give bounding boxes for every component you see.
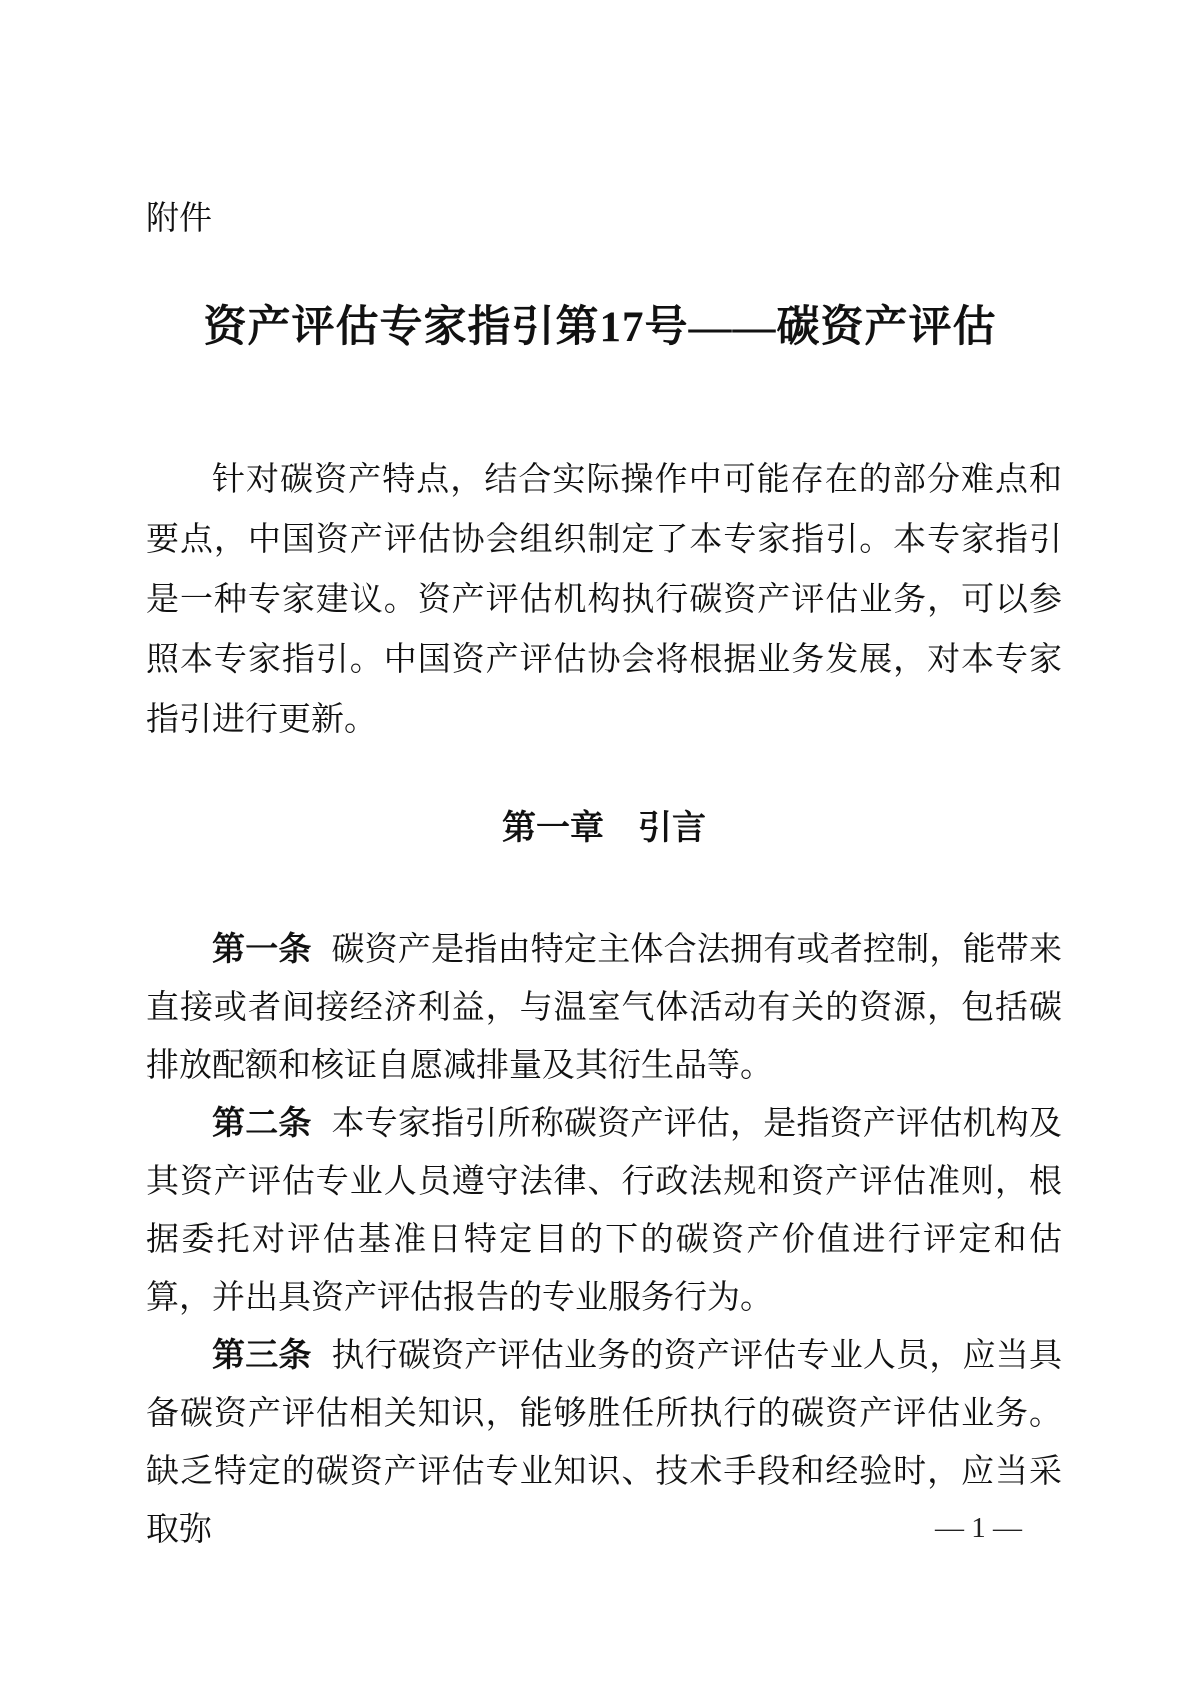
article-3 — [146, 1327, 1062, 1559]
document-title: 资产评估专家指引第17号——碳资产评估 — [203, 304, 997, 351]
page-number: — 1 — — [935, 1512, 1022, 1544]
articles-section — [146, 921, 1062, 1559]
article-2 — [146, 1095, 1062, 1327]
attachment-label: 附件 — [146, 199, 212, 236]
article-3-label: 第三条 — [212, 1338, 312, 1374]
article-2-text: 本专家指引所称碳资产评估，是指资产评估机构及其资产评估专业人员遵守法律、行政法规和资产评估准则，根据委托对评估基准日特定目的下的碳资产价值进行评定和估算，并出具资产评估报告的专业服务行为。 — [146, 1106, 1063, 1316]
article-1 — [146, 921, 1062, 1095]
article-3-text: 执行碳资产评估业务的资产评估专业人员，应当具备碳资产评估相关知识，能够胜任所执行的碳资产评估业务。缺乏特定的碳资产评估专业知识、技术手段和经验时，应当采取弥 — [146, 1338, 1063, 1548]
chapter-heading: 第一章 引言 — [502, 809, 706, 847]
article-1-text: 碳资产是指由特定主体合法拥有或者控制，能带来直接或者间接经济利益，与温室气体活动有关的资源，包括碳排放配额和核证自愿减排量及其衍生品等。 — [146, 932, 1063, 1084]
intro-paragraph: 针对碳资产特点，结合实际操作中可能存在的部分难点和要点，中国资产评估协会组织制定了本专家指引。本专家指引是一种专家建议。资产评估机构执行碳资产评估业务，可以参照本专家指引。中国资产评估协会将根据业务发展，对本专家指引进行更新。 — [146, 462, 1062, 738]
article-1-label: 第一条 — [212, 932, 312, 968]
article-2-label: 第二条 — [212, 1106, 312, 1142]
